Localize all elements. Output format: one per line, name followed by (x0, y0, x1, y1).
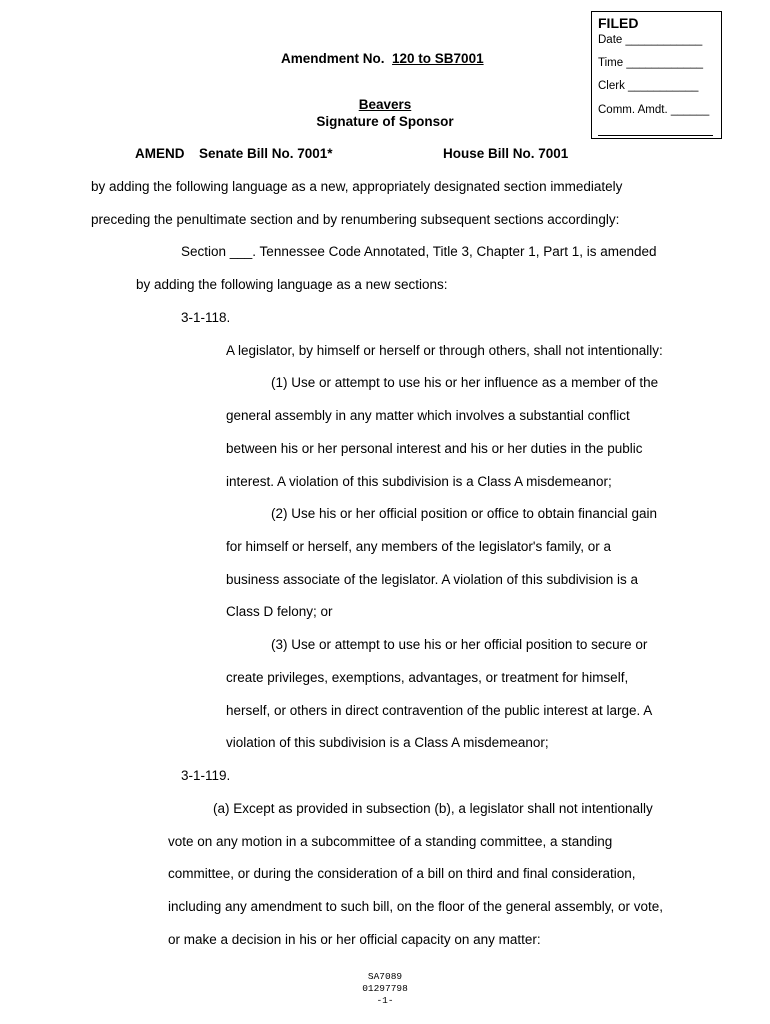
filed-comm-amdt-line: Comm. Amdt. ______ (598, 104, 710, 116)
amend-label: AMEND (135, 146, 185, 161)
sponsor-caption: Signature of Sponsor (316, 114, 454, 129)
section-line: Section ___. Tennessee Code Annotated, Title 3, Chapter 1, Part 1, is amended (181, 244, 657, 259)
footer-document-number: 01297798 (362, 983, 408, 994)
intro-line: by adding the following language as a new, appropriately designated section immediately (91, 179, 623, 194)
subdivision-1-line: interest. A violation of this subdivision is a Class A misdemeanor; (226, 474, 612, 489)
subsection-a-line: including any amendment to such bill, on the floor of the general assembly, or vote, (168, 899, 664, 914)
subdivision-2-line: (2) Use his or her official position or office to obtain financial gain (271, 506, 657, 521)
subdivision-3-line: (3) Use or attempt to use his or her official position to secure or (271, 637, 648, 652)
senate-bill-number: Senate Bill No. 7001* (199, 146, 333, 161)
subdivision-2-line: business associate of the legislator. A violation of this subdivision is a (226, 572, 638, 587)
filed-clerk-line: Clerk ___________ (598, 80, 699, 92)
subdivision-1-line: between his or her personal interest and his or her duties in the public (226, 441, 643, 456)
filed-box (591, 11, 722, 139)
subdivision-1-line: general assembly in any matter which involves a substantial conflict (226, 408, 630, 423)
subdivision-3-line: create privileges, exemptions, advantages, or treatment for himself, (226, 670, 629, 685)
subdivision-1-line: (1) Use or attempt to use his or her influence as a member of the (271, 375, 659, 390)
intro-line: preceding the penultimate section and by renumbering subsequent sections accordingly: (91, 212, 620, 227)
footer-document-code: SA7089 (367, 971, 403, 982)
subsection-a-line: or make a decision in his or her official capacity on any matter: (168, 932, 541, 947)
section-number-3-1-118: 3-1-118. (181, 310, 231, 325)
section-lead-text: A legislator, by himself or herself or through others, shall not intentionally: (226, 343, 663, 358)
section-line: by adding the following language as a new sections: (136, 277, 448, 292)
amendment-number: 120 to SB7001 (392, 51, 484, 66)
subdivision-3-line: herself, or others in direct contravention of the public interest at large. A (226, 703, 653, 718)
filed-signature-line (598, 135, 713, 136)
page-number: -1- (376, 995, 394, 1006)
amendment-heading (281, 51, 484, 66)
house-bill-number: House Bill No. 7001 (443, 146, 569, 161)
sponsor-name: Beavers (358, 97, 412, 112)
subsection-a-line: committee, or during the consideration of a bill on third and final consideration, (168, 866, 636, 881)
section-number-3-1-119: 3-1-119. (181, 768, 231, 783)
subsection-a-line: vote on any motion in a subcommittee of a standing committee, a standing (168, 834, 613, 849)
subdivision-3-line: violation of this subdivision is a Class A misdemeanor; (226, 735, 549, 750)
subdivision-2-line: for himself or herself, any members of the legislator's family, or a (226, 539, 611, 554)
subsection-a-line: (a) Except as provided in subsection (b), a legislator shall not intentionally (213, 801, 653, 816)
subdivision-2-line: Class D felony; or (226, 604, 333, 619)
filed-date-line: Date ____________ (598, 34, 703, 46)
amendment-label: Amendment No. (281, 51, 385, 66)
filed-time-line: Time ____________ (598, 57, 704, 69)
filed-title: FILED (598, 15, 639, 31)
